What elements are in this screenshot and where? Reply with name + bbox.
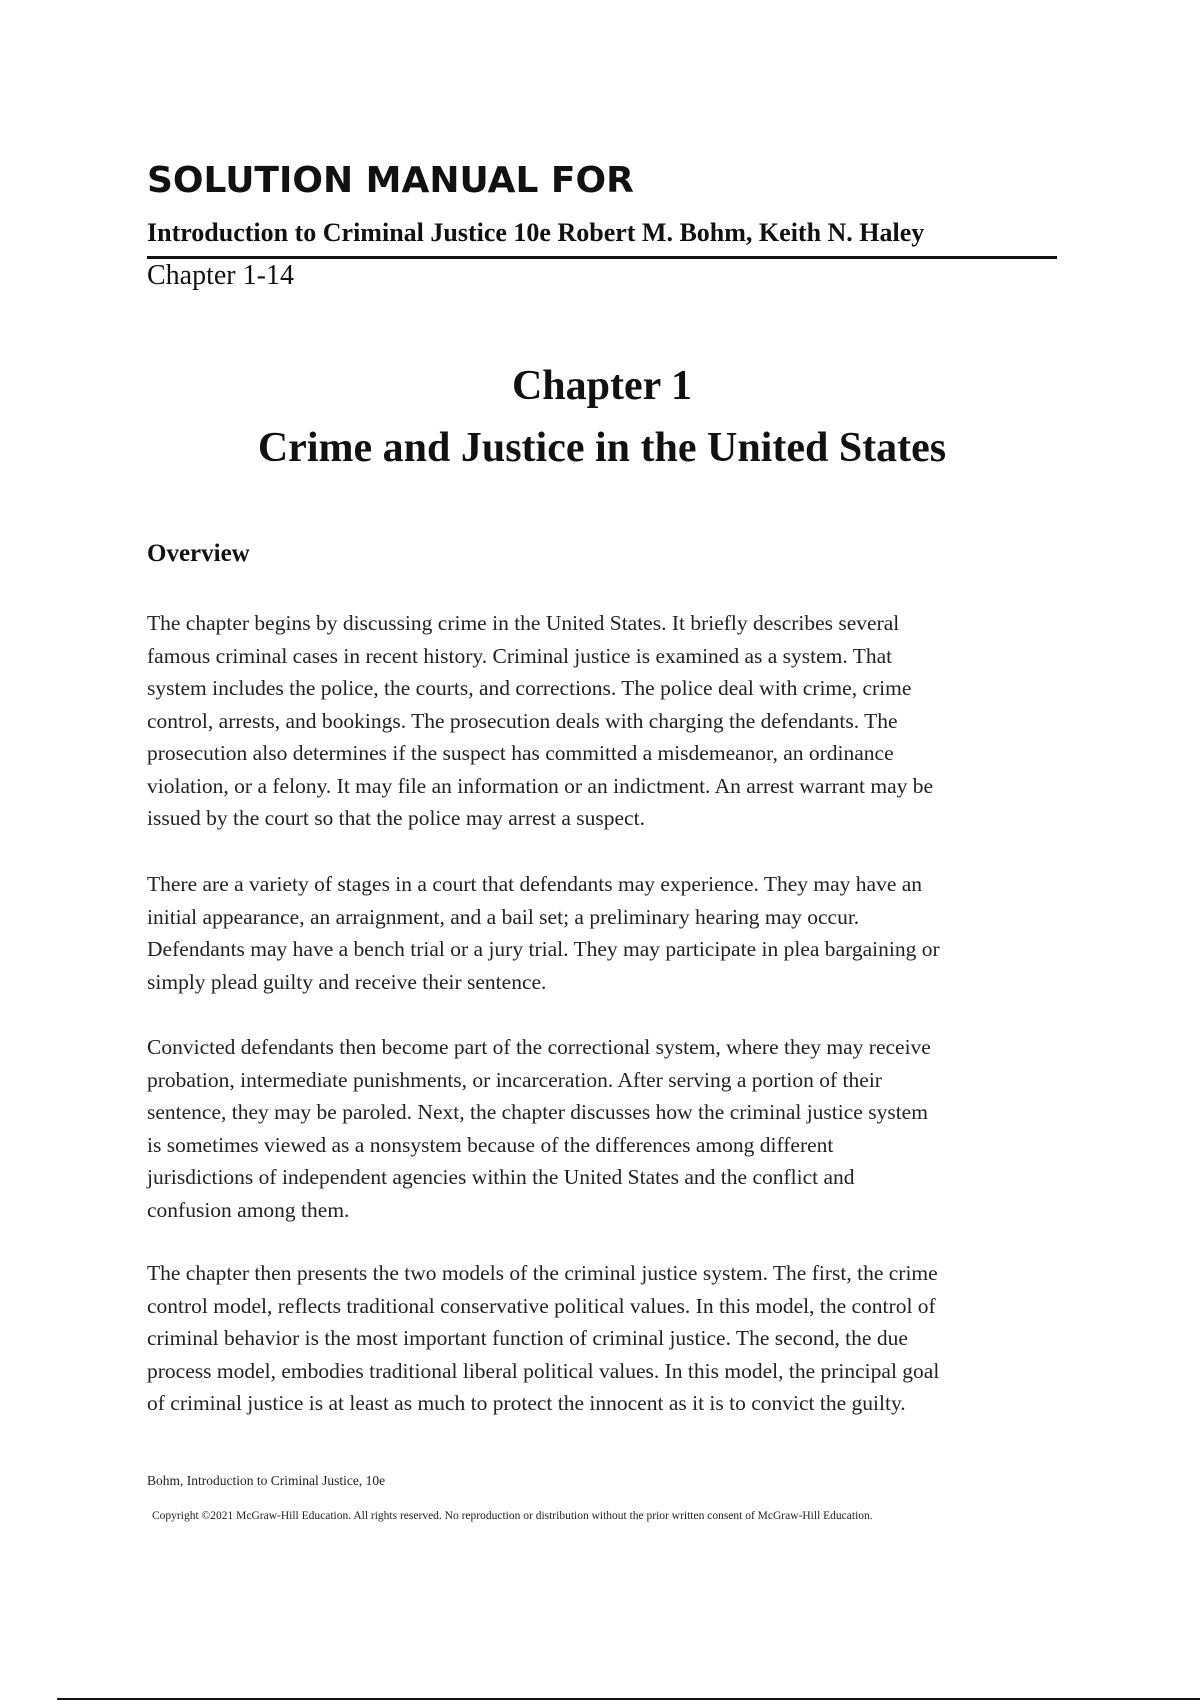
overview-paragraph-1	[147, 607, 1067, 835]
paragraph-line: process model, embodies traditional liberal political values. In this model, the principal goal	[147, 1358, 940, 1383]
paragraph-line: issued by the court so that the police may arrest a suspect.	[147, 806, 645, 830]
paragraph-line: Defendants may have a bench trial or a jury trial. They may participate in plea bargaining or	[147, 937, 940, 961]
overview-paragraph-2	[147, 868, 1067, 998]
chapter-title: Crime and Justice in the United States	[257, 425, 947, 471]
chapter-range: Chapter 1-14	[147, 260, 294, 291]
header-rule	[147, 256, 1057, 259]
paragraph-line: is sometimes viewed as a nonsystem because of the differences among different	[147, 1132, 834, 1157]
paragraph-line: violation, or a felony. It may file an information or an indictment. An arrest warrant may be	[147, 773, 934, 798]
paragraph-line: criminal behavior is the most important function of criminal justice. The second, the due	[147, 1326, 908, 1350]
paragraph-line: system includes the police, the courts, and corrections. The police deal with crime, crime	[147, 676, 912, 700]
overview-heading: Overview	[147, 540, 250, 567]
footer-copyright: Copyright ©2021 McGraw-Hill Education. All rights reserved. No reproduction or distribution without the prior written consent of McGraw-Hill Education.	[152, 1510, 873, 1522]
footer-book-reference: Bohm, Introduction to Criminal Justice, 10e	[147, 1473, 386, 1488]
paragraph-line: initial appearance, an arraignment, and a bail set; a preliminary hearing may occur.	[147, 904, 860, 929]
chapter-number: Chapter 1	[511, 363, 693, 409]
paragraph-line: The chapter then presents the two models of the criminal justice system. The first, the crime	[147, 1261, 938, 1285]
paragraph-line: control, arrests, and bookings. The prosecution deals with charging the defendants. The	[147, 708, 898, 733]
paragraph-line: sentence, they may be paroled. Next, the chapter discusses how the criminal justice system	[147, 1100, 928, 1124]
paragraph-line: Convicted defendants then become part of the correctional system, where they may receive	[147, 1035, 931, 1059]
paragraph-line: jurisdictions of independent agencies within the United States and the conflict and	[147, 1165, 855, 1189]
overview-paragraph-3	[147, 1031, 1067, 1226]
paragraph-line: famous criminal cases in recent history. Criminal justice is examined as a system. That	[147, 643, 893, 668]
paragraph-line: of criminal justice is at least as much to protect the innocent as it is to convict the guilty.	[147, 1391, 906, 1415]
paragraph-line: control model, reflects traditional conservative political values. In this model, the control of	[147, 1293, 936, 1318]
paragraph-line: There are a variety of stages in a court that defendants may experience. They may have an	[147, 872, 923, 896]
paragraph-line: probation, intermediate punishments, or incarceration. After serving a portion of their	[147, 1067, 882, 1092]
paragraph-line: The chapter begins by discussing crime in the United States. It briefly describes several	[147, 611, 900, 635]
overview-paragraph-4	[147, 1257, 1067, 1420]
paragraph-line: prosecution also determines if the suspect has committed a misdemeanor, an ordinance	[147, 741, 894, 765]
paragraph-line: simply plead guilty and receive their sentence.	[147, 969, 547, 994]
book-subtitle: Introduction to Criminal Justice 10e Robert M. Bohm, Keith N. Haley	[147, 218, 925, 247]
paragraph-line: confusion among them.	[147, 1197, 350, 1222]
solution-manual-banner: SOLUTION MANUAL FOR	[147, 160, 634, 201]
